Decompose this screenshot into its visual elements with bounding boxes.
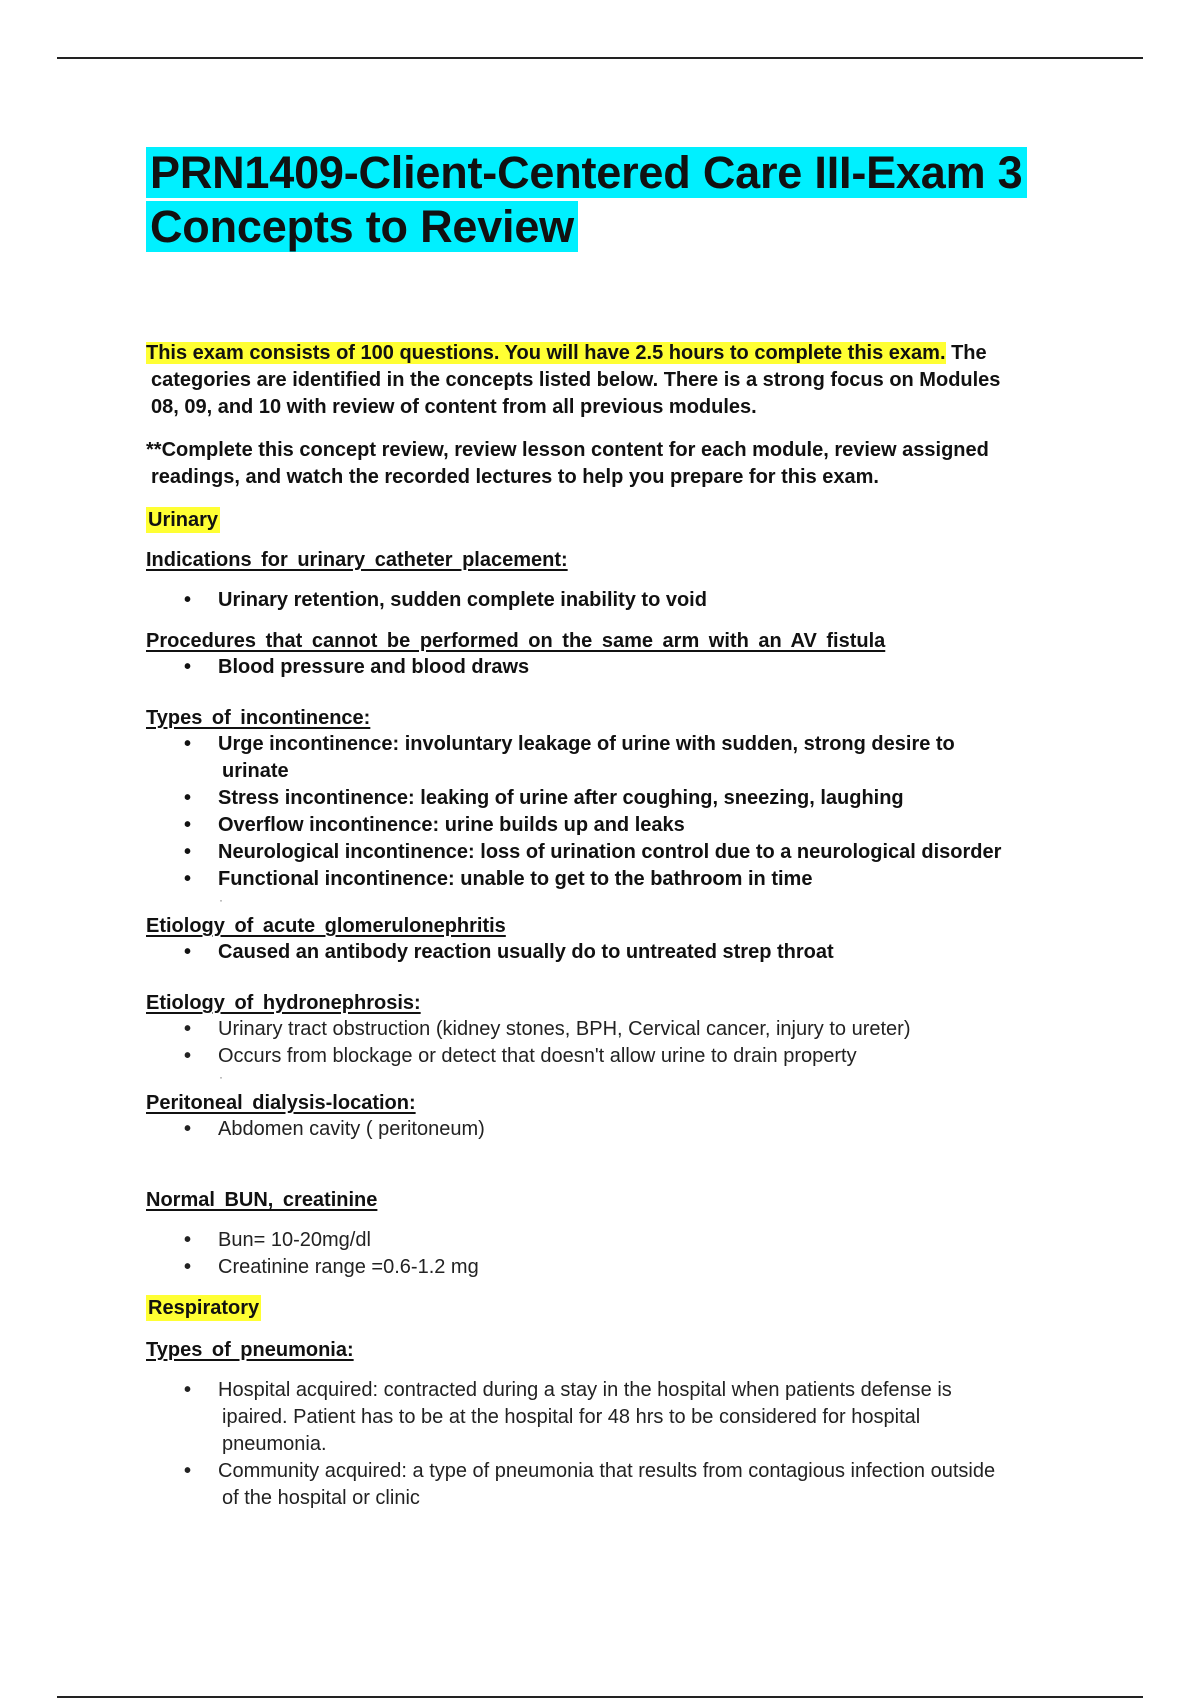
- note-line-1: **Complete this concept review, review lesson content for each module, review assigned: [146, 439, 989, 461]
- list-item: • Caused an antibody reaction usually do to untreated strep throat: [146, 939, 1106, 966]
- spacer-dot: ·: [219, 1070, 223, 1084]
- list-item: • Functional incontinence: unable to get to the bathroom in time: [146, 866, 1106, 893]
- title-line-2: Concepts to Review: [146, 201, 578, 252]
- section-label-respiratory: Respiratory: [148, 1297, 260, 1319]
- document-body: [146, 146, 1106, 1512]
- note-line-2: readings, and watch the recorded lectures to help you prepare for this exam.: [151, 466, 879, 488]
- intro-highlight: This exam consists of 100 questions. You will have 2.5 hours to complete this exam.: [146, 342, 946, 364]
- bottom-rule: [57, 1696, 1143, 1698]
- spacer-dot: ·: [219, 893, 223, 907]
- list-item: • Creatinine range =0.6-1.2 mg: [146, 1254, 1106, 1281]
- intro-rest-2: categories are identified in the concepts listed below. There is a strong focus on Modules: [151, 369, 1001, 391]
- list-item: • Neurological incontinence: loss of urination control due to a neurological disorder: [146, 839, 1106, 866]
- heading-bun: Normal BUN, creatinine: [146, 1189, 378, 1211]
- list-peritoneal: [146, 1116, 1106, 1143]
- page-title: [146, 146, 1106, 254]
- list-item: • Blood pressure and blood draws: [146, 654, 1106, 681]
- list-item: • Community acquired: a type of pneumonia that results from contagious infection outside of the hospital or clinic: [146, 1458, 1106, 1512]
- heading-peritoneal: Peritoneal dialysis-location:: [146, 1092, 416, 1114]
- heading-glomerulonephritis: Etiology of acute glomerulonephritis: [146, 915, 506, 937]
- list-item: • Bun= 10-20mg/dl: [146, 1227, 1106, 1254]
- list-pneumonia: [146, 1377, 1106, 1512]
- heading-catheter: Indications for urinary catheter placement:: [146, 549, 568, 571]
- list-incontinence: [146, 731, 1106, 893]
- heading-incontinence: Types of incontinence:: [146, 707, 371, 729]
- heading-pneumonia: Types of pneumonia:: [146, 1339, 354, 1361]
- list-item: • Urinary retention, sudden complete inability to void: [146, 587, 1106, 614]
- list-fistula: [146, 654, 1106, 681]
- intro-rest-3: 08, 09, and 10 with review of content from all previous modules.: [151, 396, 757, 418]
- section-urinary: [146, 507, 1106, 533]
- section-label-urinary: Urinary: [148, 509, 219, 531]
- list-item: • Hospital acquired: contracted during a stay in the hospital when patients defense is ipaired. Patient has to be at the hospital for 48 hrs to be considered for hospital pneumonia.: [146, 1377, 1106, 1458]
- list-item: • Overflow incontinence: urine builds up and leaks: [146, 812, 1106, 839]
- list-item: • Occurs from blockage or detect that doesn't allow urine to drain property: [146, 1043, 1106, 1070]
- intro-rest-1: The: [945, 342, 987, 364]
- list-item: • Urge incontinence: involuntary leakage of urine with sudden, strong desire to urinate: [146, 731, 1106, 785]
- review-note: [146, 437, 1106, 491]
- list-hydronephrosis: [146, 1016, 1106, 1070]
- list-bun: [146, 1227, 1106, 1281]
- title-line-1: PRN1409-Client-Centered Care III-Exam 3: [146, 147, 1027, 198]
- top-rule: [57, 57, 1143, 59]
- exam-intro: [146, 340, 1106, 421]
- list-item: • Stress incontinence: leaking of urine after coughing, sneezing, laughing: [146, 785, 1106, 812]
- list-glomerulonephritis: [146, 939, 1106, 966]
- list-item: • Urinary tract obstruction (kidney stones, BPH, Cervical cancer, injury to ureter): [146, 1016, 1106, 1043]
- heading-hydronephrosis: Etiology of hydronephrosis:: [146, 992, 421, 1014]
- list-item: • Abdomen cavity ( peritoneum): [146, 1116, 1106, 1143]
- section-respiratory: [146, 1295, 1106, 1321]
- heading-fistula: Procedures that cannot be performed on the same arm with an AV fistula: [146, 630, 886, 652]
- list-catheter: [146, 587, 1106, 614]
